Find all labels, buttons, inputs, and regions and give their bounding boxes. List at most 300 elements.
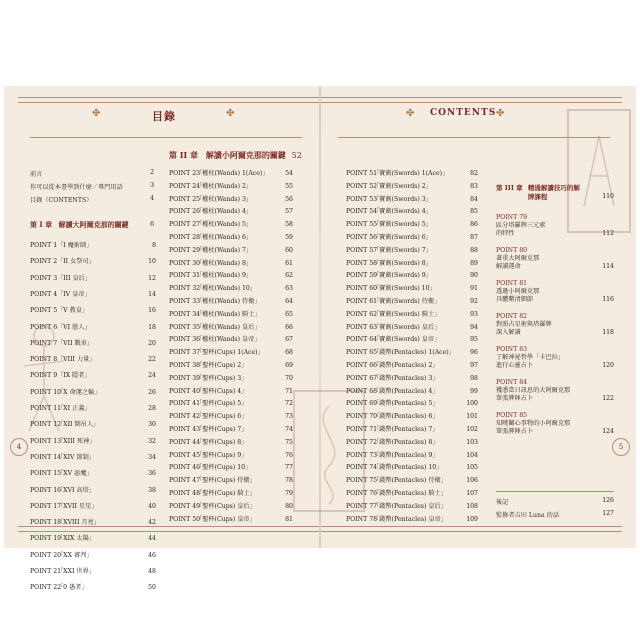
entry-page: 104 <box>466 451 478 459</box>
entry-title: 「權杖(Wands) 10」 <box>196 285 257 293</box>
chapter3-heading <box>496 184 583 202</box>
entry-page: 97 <box>470 362 478 369</box>
point-number: POINT 1 <box>30 242 58 249</box>
entry-page: 26 <box>148 388 156 396</box>
toc-row <box>30 503 97 511</box>
entry-title: 「權杖(Wands) 皇帝」 <box>196 336 261 344</box>
entry-title: 「聖杯(Cups) 2」 <box>196 362 248 369</box>
entry-title: 「XVII 星星」 <box>57 502 98 510</box>
toc-row <box>346 388 438 396</box>
toc-row <box>346 375 438 383</box>
entry-page: 42 <box>148 519 156 527</box>
entry-page: 99 <box>470 387 478 395</box>
entry-page: 74 <box>285 426 293 433</box>
entry-title: 「聖杯(Cups) 皇帝」 <box>196 515 256 523</box>
entry-page: 54 <box>285 170 293 177</box>
lesson-line1: 了解神祕哲學「卡巴拉」 <box>496 354 565 361</box>
lesson-page: 120 <box>602 362 614 369</box>
entry-page: 105 <box>466 464 478 472</box>
entry-title: 「權杖(Wands) 1(Ace)」 <box>196 170 269 177</box>
point-number: POINT 45 <box>169 451 201 459</box>
point-number: POINT 78 <box>346 515 378 523</box>
point-number: POINT 30 <box>169 259 201 267</box>
lesson-entry <box>496 280 539 304</box>
entry-title: 「聖杯(Cups) 1(Ace)」 <box>196 349 264 357</box>
entry-page: 85 <box>470 208 478 216</box>
point-number: POINT 17 <box>30 502 62 510</box>
entry-page: 103 <box>466 438 478 446</box>
entry-page: 22 <box>148 356 156 364</box>
entry-page: 79 <box>285 490 293 497</box>
toc-row <box>30 372 91 380</box>
right-header-title: CONTENTS <box>430 108 497 118</box>
point-number: POINT 23 <box>169 170 201 177</box>
left-header-title: 目錄 <box>152 110 176 123</box>
toc-row <box>346 183 432 191</box>
toc-row <box>169 464 251 472</box>
lesson-line1: 透過小阿爾克那 <box>496 288 540 295</box>
point-number: POINT 77 <box>346 502 378 510</box>
toc-row <box>30 258 95 266</box>
toc-row <box>346 324 440 332</box>
entry-page: 77 <box>285 464 293 472</box>
entry-title: 「寶劍(Swords) 4」 <box>373 208 432 216</box>
left-header-rule <box>30 137 302 138</box>
toc-row <box>30 356 96 364</box>
toc-row <box>169 196 252 204</box>
entry-title: 「X 命運之輪」 <box>57 388 101 396</box>
chapter2-heading <box>169 150 302 161</box>
lesson-page: 122 <box>602 395 614 402</box>
point-number: POINT 9 <box>30 372 58 380</box>
toc-row <box>169 362 247 370</box>
chapter1-label: 第 I 章 <box>30 220 53 229</box>
entry-page: 56 <box>285 195 293 203</box>
entry-page: 65 <box>285 310 293 318</box>
entry-title: 「IV 皇帝」 <box>57 290 91 298</box>
toc-row <box>30 291 91 299</box>
entry-page: 87 <box>470 234 478 241</box>
entry-title: 「權杖(Wands) 皇后」 <box>196 323 261 331</box>
entry-title: 「寶劍(Swords) 7」 <box>373 246 432 254</box>
entry-page: 69 <box>285 362 293 369</box>
lesson-page: 116 <box>602 296 614 303</box>
entry-title: 「IX 隱者」 <box>57 372 91 380</box>
point-number: POINT 20 <box>30 551 62 559</box>
toc-row <box>346 426 438 434</box>
toc-row <box>346 260 432 268</box>
point-number: POINT 5 <box>30 307 58 315</box>
toc-row <box>169 260 252 268</box>
decorative-tarot-card-right <box>564 106 634 236</box>
point-number: POINT 75 <box>346 477 378 485</box>
lesson-page: 112 <box>602 230 614 237</box>
entry-page: 95 <box>470 336 478 344</box>
point-number: POINT 66 <box>346 362 378 369</box>
toc-row <box>30 470 93 478</box>
point-number: POINT 68 <box>346 387 378 395</box>
toc-row <box>346 413 438 421</box>
toc-row <box>169 183 252 191</box>
point-number: POINT 60 <box>346 285 378 293</box>
entry-title: 「錢幣(Pentacles) 4」 <box>373 387 439 395</box>
toc-row <box>169 285 256 293</box>
toc-row <box>346 452 438 460</box>
chapter3-title: 精通解讀技巧的解牌課程 <box>527 184 580 201</box>
lesson-point: POINT 84 <box>496 379 528 386</box>
right-header-ornament-2: ✤ <box>496 108 505 119</box>
point-number: POINT 52 <box>346 182 378 190</box>
point-number: POINT 46 <box>169 464 201 472</box>
entry-title: 「XVI 高塔」 <box>57 486 96 494</box>
entry-page: 106 <box>466 477 478 485</box>
entry-title: 「V 教皇」 <box>57 307 89 315</box>
point-number: POINT 34 <box>169 310 201 318</box>
point-number: POINT 32 <box>169 285 201 293</box>
entry-page: 93 <box>470 310 478 318</box>
entry-page: 94 <box>470 323 478 331</box>
entry-title: 「聖杯(Cups) 5」 <box>196 400 248 408</box>
point-number: POINT 59 <box>346 272 378 280</box>
toc-row <box>346 196 432 204</box>
toc-row <box>30 438 95 446</box>
toc-row <box>346 247 432 255</box>
point-number: POINT 8 <box>30 356 58 364</box>
toc-row <box>169 439 247 447</box>
point-number: POINT 53 <box>346 195 378 203</box>
toc-row <box>169 298 261 306</box>
entry-page: 78 <box>285 477 293 485</box>
entry-page: 70 <box>285 374 293 382</box>
chapter2-title: 解讀小阿爾克那的關鍵 <box>205 150 286 160</box>
entry-title: 「聖杯(Cups) 侍衛」 <box>196 477 256 485</box>
toc-row <box>169 170 269 178</box>
front-matter-title: 目錄（CONTENTS） <box>30 197 93 204</box>
point-number: POINT 14 <box>30 453 62 461</box>
entry-page: 48 <box>148 568 156 575</box>
point-number: POINT 57 <box>346 246 378 254</box>
entry-page: 75 <box>285 438 293 446</box>
toc-row <box>30 454 95 462</box>
entry-title: 「XII 倒吊人」 <box>57 421 100 429</box>
entry-title: 「寶劍(Swords) 5」 <box>373 221 432 229</box>
point-number: POINT 41 <box>169 400 201 408</box>
toc-row <box>30 340 93 348</box>
entry-title: 「XVIII 月亮」 <box>57 519 100 527</box>
toc-row <box>346 336 440 344</box>
toc-row <box>30 242 92 250</box>
point-number: POINT 37 <box>169 349 201 357</box>
toc-row <box>30 487 95 495</box>
toc-row <box>169 413 247 421</box>
point-number: POINT 58 <box>346 259 378 267</box>
entry-page: 71 <box>285 387 293 395</box>
entry-page: 76 <box>285 451 293 459</box>
lesson-line2: 單張牌陣占卜 <box>496 395 534 402</box>
front-matter-page: 4 <box>150 195 154 202</box>
toc-row <box>169 400 247 408</box>
lesson-page: 118 <box>602 329 614 336</box>
point-number: POINT 70 <box>346 413 378 421</box>
point-number: POINT 51 <box>346 170 378 177</box>
toc-row <box>30 552 93 560</box>
chapter2-page: 52 <box>291 151 302 160</box>
entry-title: 「聖杯(Cups) 7」 <box>196 426 248 433</box>
entry-page: 101 <box>466 413 478 421</box>
point-number: POINT 61 <box>346 298 378 305</box>
entry-title: 「寶劍(Swords) 騎士」 <box>373 310 441 318</box>
entry-page: 60 <box>285 246 293 254</box>
entry-page: 90 <box>470 272 478 280</box>
left-header-ornament: ✤ <box>92 108 101 119</box>
entry-title: 「寶劍(Swords) 3」 <box>373 195 432 203</box>
lesson-point: POINT 85 <box>496 412 528 419</box>
entry-title: 「聖杯(Cups) 4」 <box>196 387 248 395</box>
toc-row <box>346 234 432 242</box>
entry-title: 「權杖(Wands) 2」 <box>196 182 253 190</box>
front-matter-title: 你可以從本書學到什麼／專門用語 <box>30 184 123 191</box>
point-number: POINT 21 <box>30 568 62 575</box>
entry-page: 72 <box>285 400 293 408</box>
entry-title: 「權杖(Wands) 6」 <box>196 234 253 241</box>
entry-page: 61 <box>285 259 293 267</box>
point-number: POINT 15 <box>30 470 62 478</box>
point-number: POINT 13 <box>30 437 62 445</box>
entry-page: 57 <box>285 208 293 216</box>
entry-title: 「權杖(Wands) 9」 <box>196 272 253 280</box>
point-number: POINT 38 <box>169 362 201 369</box>
entry-title: 「權杖(Wands) 7」 <box>196 246 253 254</box>
entry-title: 「權杖(Wands) 騎士」 <box>196 310 261 318</box>
entry-page: 108 <box>466 502 478 510</box>
entry-title: 「聖杯(Cups) 騎士」 <box>196 490 256 497</box>
entry-title: 「寶劍(Swords) 6」 <box>373 234 432 241</box>
entry-page: 64 <box>285 298 293 305</box>
chapter2-label: 第 II 章 <box>169 150 199 160</box>
toc-row <box>169 426 247 434</box>
entry-page: 73 <box>285 413 293 421</box>
back-matter-title: 後記 <box>496 499 509 506</box>
point-number: POINT 47 <box>169 477 201 485</box>
entry-title: 「權杖(Wands) 侍衛」 <box>196 298 261 305</box>
toc-row <box>346 490 447 498</box>
entry-title: 「II 女祭司」 <box>57 258 95 266</box>
entry-page: 107 <box>466 490 478 497</box>
point-number: POINT 36 <box>169 336 201 344</box>
point-number: POINT 64 <box>346 336 378 344</box>
toc-row <box>30 389 101 397</box>
toc-row <box>169 490 256 498</box>
entry-page: 88 <box>470 246 478 254</box>
toc-row <box>30 307 88 315</box>
chapter3-page: 110 <box>602 193 614 200</box>
toc-row <box>30 421 99 429</box>
lesson-line1: 知曉關心事物的小阿爾克那 <box>496 420 571 427</box>
lesson-point: POINT 81 <box>496 280 528 287</box>
point-number: POINT 28 <box>169 234 201 241</box>
right-page-number: 5 <box>612 438 630 456</box>
point-number: POINT 49 <box>169 502 201 510</box>
point-number: POINT 44 <box>169 438 201 446</box>
toc-row <box>169 375 247 383</box>
chapter3-label: 第 III 章 <box>496 184 523 192</box>
point-number: POINT 16 <box>30 486 62 494</box>
entry-title: 「錢幣(Pentacles) 2」 <box>373 362 439 369</box>
entry-page: 96 <box>470 349 478 357</box>
entry-title: 「寶劍(Swords) 10」 <box>373 285 436 293</box>
entry-title: 「錢幣(Pentacles) 5」 <box>373 400 439 408</box>
point-number: POINT 35 <box>169 323 201 331</box>
toc-row <box>346 362 438 370</box>
point-number: POINT 29 <box>169 246 201 254</box>
toc-row <box>169 208 252 216</box>
point-number: POINT 19 <box>30 535 62 543</box>
lesson-entry <box>496 214 546 238</box>
toc-row <box>169 234 252 242</box>
point-number: POINT 12 <box>30 421 62 429</box>
point-number: POINT 3 <box>30 274 58 282</box>
entry-page: 18 <box>148 323 156 331</box>
entry-page: 84 <box>470 195 478 203</box>
toc-row <box>346 272 432 280</box>
toc-row <box>30 405 91 413</box>
entry-page: 50 <box>148 584 156 592</box>
entry-page: 62 <box>285 272 293 280</box>
back-matter-page: 127 <box>602 510 614 517</box>
entry-page: 86 <box>470 221 478 229</box>
entry-page: 89 <box>470 259 478 267</box>
book-spread <box>4 86 636 592</box>
entry-page: 109 <box>466 515 478 523</box>
entry-title: 「XIX 太陽」 <box>57 535 95 543</box>
entry-title: 「寶劍(Swords) 2」 <box>373 182 432 190</box>
lesson-line2: 具體釐清細節 <box>496 296 534 303</box>
entry-title: 「聖杯(Cups) 8」 <box>196 438 248 446</box>
toc-row <box>346 221 432 229</box>
entry-page: 100 <box>466 400 478 408</box>
entry-page: 36 <box>148 470 156 478</box>
entry-title: 「寶劍(Swords) 9」 <box>373 272 432 280</box>
entry-page: 32 <box>148 437 156 445</box>
entry-title: 「XI 正義」 <box>57 405 91 412</box>
entry-title: 「權杖(Wands) 3」 <box>196 195 253 203</box>
point-number: POINT 10 <box>30 388 62 396</box>
point-number: POINT 4 <box>30 290 58 298</box>
entry-page: 24 <box>148 372 156 380</box>
point-number: POINT 62 <box>346 310 378 318</box>
chapter1-page: 6 <box>150 221 154 228</box>
entry-page: 20 <box>148 339 156 347</box>
point-number: POINT 2 <box>30 258 58 266</box>
toc-row <box>30 519 100 527</box>
entry-page: 91 <box>470 285 478 293</box>
entry-title: 「錢幣(Pentacles) 10」 <box>373 464 443 472</box>
point-number: POINT 65 <box>346 349 378 357</box>
entry-page: 67 <box>285 336 293 344</box>
entry-title: 「XIV 節制」 <box>57 453 96 461</box>
entry-page: 46 <box>148 551 156 559</box>
entry-page: 102 <box>466 426 478 433</box>
toc-row <box>346 400 438 408</box>
point-number: POINT 7 <box>30 339 58 347</box>
point-number: POINT 56 <box>346 234 378 241</box>
lesson-point: POINT 79 <box>496 214 528 221</box>
back-matter-page: 126 <box>602 497 614 504</box>
entry-title: 「VIII 力量」 <box>57 356 96 364</box>
entry-page: 98 <box>470 374 478 382</box>
point-number: POINT 71 <box>346 426 378 433</box>
entry-page: 8 <box>152 242 156 249</box>
entry-title: 「寶劍(Swords) 8」 <box>373 259 432 267</box>
toc-row <box>169 388 247 396</box>
entry-title: 「錢幣(Pentacles) 7」 <box>373 426 439 433</box>
front-matter-title: 前言 <box>30 171 43 178</box>
lesson-line2: 解讀運命 <box>496 263 521 270</box>
toc-row <box>346 516 447 524</box>
entry-title: 「權杖(Wands) 8」 <box>196 259 253 267</box>
toc-row <box>346 477 447 485</box>
toc-row <box>169 336 261 344</box>
entry-title: 「VII 戰車」 <box>57 339 94 347</box>
point-number: POINT 72 <box>346 438 378 446</box>
entry-page: 82 <box>470 170 478 177</box>
toc-row <box>30 568 95 576</box>
entry-title: 「權杖(Wands) 5」 <box>196 221 253 229</box>
entry-title: 「0 愚者」 <box>57 584 88 592</box>
entry-title: 「XX 審判」 <box>57 551 93 559</box>
entry-page: 58 <box>285 221 293 229</box>
toc-row <box>346 349 455 357</box>
entry-title: 「寶劍(Swords) 皇后」 <box>373 323 441 331</box>
lesson-line1: 對照占星術與塔羅牌 <box>496 321 552 328</box>
right-header-ornament: ✤ <box>406 108 415 119</box>
lesson-entry <box>496 412 570 436</box>
toc-row <box>169 452 247 460</box>
toc-row <box>169 477 256 485</box>
toc-row <box>346 298 440 306</box>
entry-title: 「VI 戀人」 <box>57 323 91 331</box>
lesson-point: POINT 83 <box>496 346 528 353</box>
point-number: POINT 26 <box>169 208 201 216</box>
front-matter-page: 2 <box>150 169 154 176</box>
entry-page: 63 <box>285 285 293 293</box>
entry-page: 40 <box>148 502 156 510</box>
lesson-line2: 深入解讀 <box>496 329 521 336</box>
entry-title: 「寶劍(Swords) 侍衛」 <box>373 298 441 305</box>
entry-page: 12 <box>148 274 156 282</box>
entry-title: 「XXI 世界」 <box>57 568 95 575</box>
toc-row <box>30 275 91 283</box>
entry-title: 「聖杯(Cups) 9」 <box>196 451 248 459</box>
back-matter-title: 監修者吉田 Luna 的話 <box>496 512 560 519</box>
toc-row <box>346 464 442 472</box>
point-number: POINT 55 <box>346 221 378 229</box>
toc-row <box>169 503 256 511</box>
toc-row <box>169 324 261 332</box>
point-number: POINT 42 <box>169 413 201 421</box>
point-number: POINT 27 <box>169 221 201 229</box>
entry-page: 81 <box>285 515 293 523</box>
point-number: POINT 11 <box>30 405 62 412</box>
entry-page: 38 <box>148 486 156 494</box>
entry-title: 「XIII 死神」 <box>57 437 96 445</box>
lesson-line1: 著重大阿爾克那 <box>496 255 540 262</box>
point-number: POINT 31 <box>169 272 201 280</box>
entry-page: 68 <box>285 349 293 357</box>
toc-row <box>30 324 91 332</box>
point-number: POINT 74 <box>346 464 378 472</box>
point-number: POINT 54 <box>346 208 378 216</box>
